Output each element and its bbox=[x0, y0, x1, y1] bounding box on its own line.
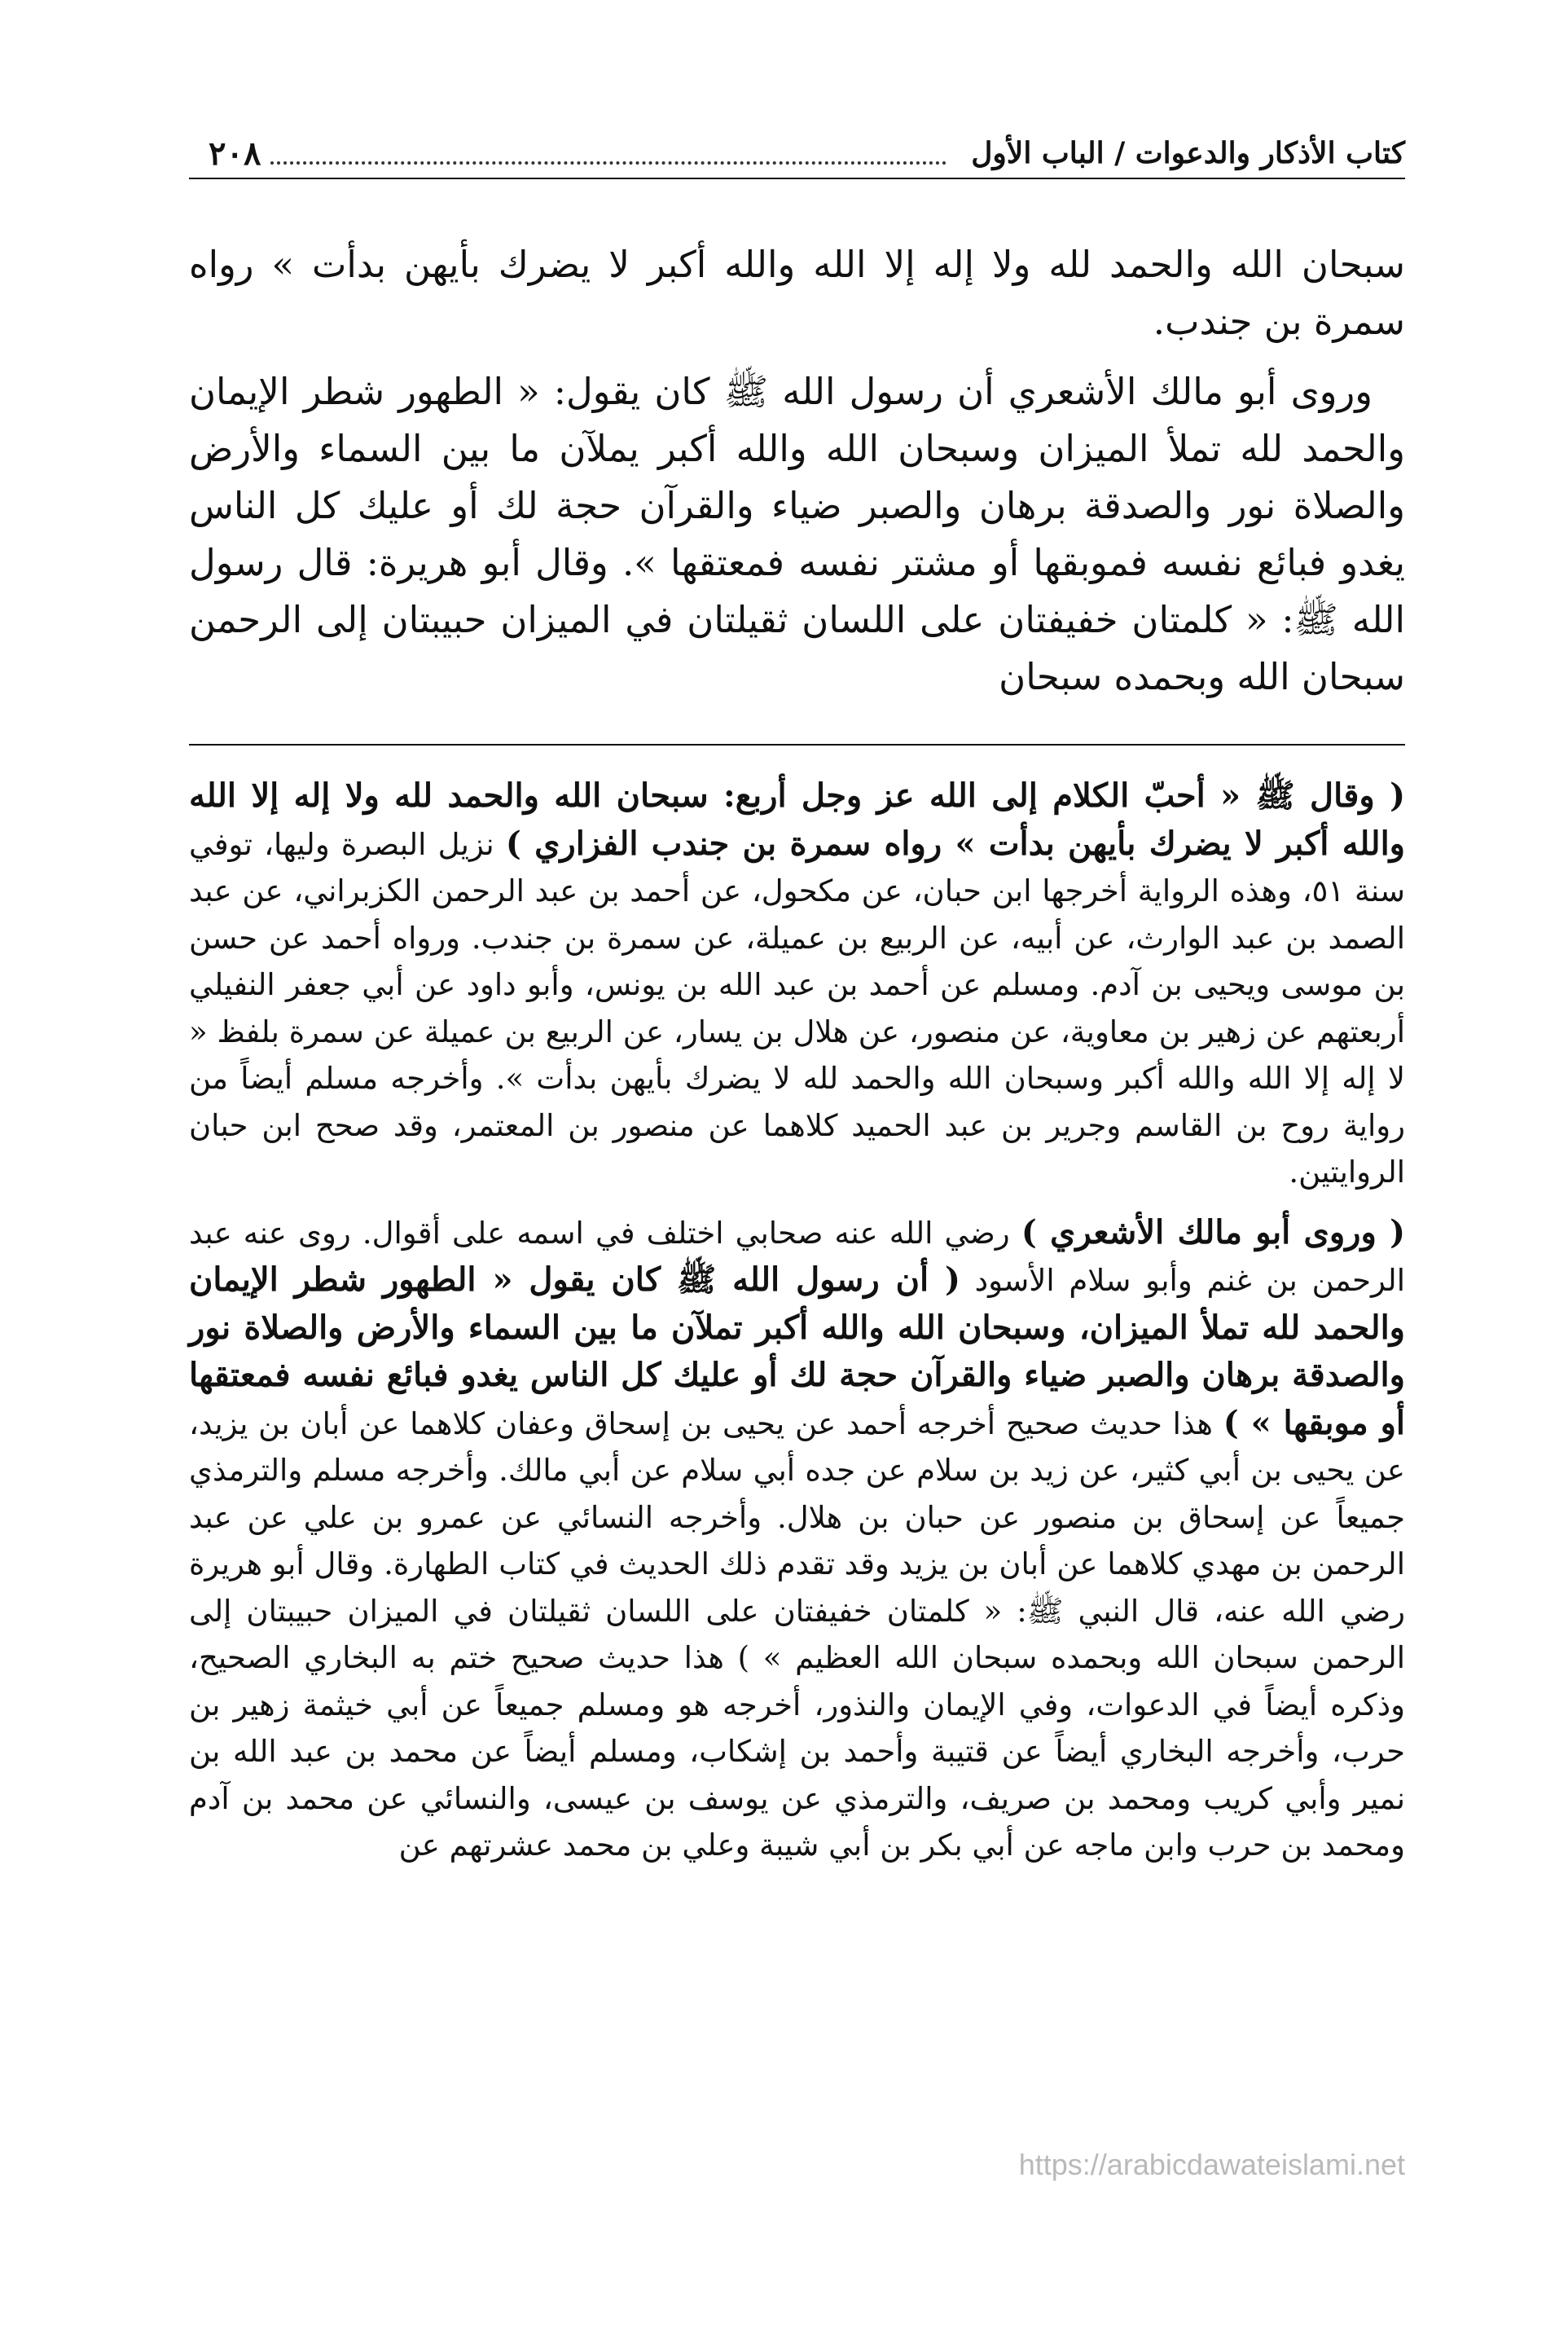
commentary bbox=[189, 772, 1405, 1869]
header-dot-leader bbox=[270, 142, 947, 165]
quoted-hadith: ( أن رسول الله ﷺ كان يقول « الطهور شطر الإيمان والحمد لله تملأ الميزان، وسبحان الله والله أكبر تملآن ما بين السماء والأرض والصلاة نور والصدقة برهان والصبر ضياء والقرآن حجة لك أو عليك كل الناس يغدو فبائع نفسه فمعتقها أو موبقها » ) bbox=[189, 1260, 1406, 1442]
commentary-text: نزيل البصرة وليها، توفي سنة ٥١، وهذه الرواية أخرجها ابن حبان، عن مكحول، عن أحمد بن عبد الرحمن الكزبراني، عن عبد الصمد بن عبد الوارث، عن أبيه، عن الربيع بن عميلة، عن سمرة بن جندب. ورواه أحمد عن حسن بن موسى ويحيى بن آدم. ومسلم عن أحمد بن عبد الله بن يونس، وأبو داود عن أبي جعفر النفيلي أربعتهم عن زهير بن معاوية، عن منصور، عن هلال بن يسار، عن الربيع بن عميلة عن سمرة بلفظ « لا إله إلا الله والله أكبر وسبحان الله والحمد لله لا يضرك بأيهن بدأت ». وأخرجه مسلم أيضاً من رواية روح بن القاسم وجرير بن عبد الحميد كلاهما عن منصور بن المعتمر، وقد صحح ابن حبان الروايتين. bbox=[189, 826, 1405, 1190]
commentary-paragraph bbox=[189, 1209, 1405, 1869]
commentary-text: هذا حديث صحيح أخرجه أحمد عن يحيى بن إسحاق وعفان كلاهما عن أبان بن يزيد، عن يحيى بن أبي كثير، عن زيد بن سلام عن جده أبي سلام عن أبي مالك. وأخرجه مسلم والترمذي جميعاً عن إسحاق بن منصور عن حبان بن هلال. وأخرجه النسائي عن عمرو بن علي عن عبد الرحمن بن مهدي كلاهما عن أبان بن يزيد وقد تقدم ذلك الحديث في كتاب الطهارة. وقال أبو هريرة رضي الله عنه، قال النبي ﷺ: « كلمتان خفيفتان على اللسان ثقيلتان في الميزان حبيبتان إلى الرحمن سبحان الله وبحمده سبحان الله العظيم » ) هذا حديث صحيح ختم به البخاري الصحيح، وذكره أيضاً في الدعوات، وفي الإيمان والنذور، أخرجه هو ومسلم جميعاً عن أبي خيثمة زهير بن حرب، وأخرجه البخاري أيضاً عن قتيبة وأحمد بن إشكاب، ومسلم أيضاً عن محمد بن عبد الله بن نمير وأبي كريب ومحمد بن صريف، والترمذي عن يوسف بن عيسى، والنسائي عن محمد بن آدم ومحمد بن حرب وابن ماجه عن أبي بكر بن أبي شيبة وعلي بن محمد عشرتهم عن bbox=[189, 1405, 1405, 1863]
page-number: ٢٠٨ bbox=[209, 134, 261, 173]
quoted-hadith: ( وقال ﷺ « أحبّ الكلام إلى الله عز وجل أربع: سبحان الله والحمد لله ولا إله إلا الله والله أكبر لا يضرك بأيهن بدأت » رواه سمرة بن جندب الفزاري ) bbox=[189, 776, 1406, 863]
main-paragraph: سبحان الله والحمد لله ولا إله إلا الله والله أكبر لا يضرك بأيهن بدأت » رواه سمرة بن جندب. bbox=[189, 243, 1405, 343]
running-header bbox=[189, 129, 1405, 179]
main-text bbox=[189, 236, 1405, 706]
quoted-hadith: ( وروى أبو مالك الأشعري ) bbox=[1021, 1212, 1406, 1251]
section-divider bbox=[189, 744, 1405, 746]
commentary-paragraph bbox=[189, 772, 1405, 1196]
main-paragraph: وروى أبو مالك الأشعري أن رسول الله ﷺ كان يقول: « الطهور شطر الإيمان والحمد لله تملأ الميزان وسبحان الله والله أكبر يملآن ما بين السماء والأرض والصلاة نور والصدقة برهان والصبر ضياء والقرآن حجة لك أو عليك كل الناس يغدو فبائع نفسه فموبقها أو مشتر نفسه فمعتقها ». وقال أبو هريرة: قال رسول الله ﷺ: « كلمتان خفيفتان على اللسان ثقيلتان في الميزان حبيبتان إلى الرحمن سبحان الله وبحمده سبحان bbox=[189, 370, 1405, 698]
watermark-url: https://arabicdawateislami.net bbox=[1018, 2148, 1405, 2181]
chapter-title: كتاب الأذكار والدعوات / الباب الأول bbox=[971, 136, 1405, 170]
commentary-text: رضي الله عنه صحابي اختلف في اسمه على أقوال. روى عنه عبد الرحمن بن غنم وأبو سلام الأسود bbox=[189, 1215, 1405, 1298]
